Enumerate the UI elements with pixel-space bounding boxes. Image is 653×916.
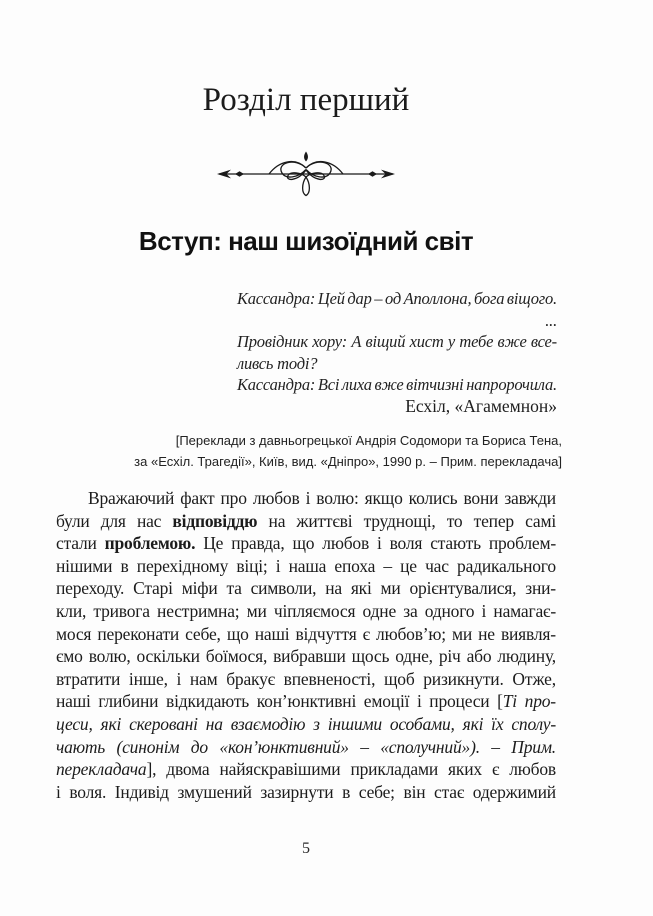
- word: за: [403, 600, 418, 621]
- word: Кассандра:: [237, 375, 316, 394]
- word: перехідному: [136, 555, 229, 576]
- body-line: [56, 555, 556, 578]
- word: любов: [509, 759, 556, 780]
- word: це: [400, 555, 417, 576]
- word: щоб: [384, 668, 415, 689]
- ornament-divider: [215, 148, 397, 200]
- word: символи,: [250, 578, 317, 599]
- word: Провідник: [237, 332, 308, 351]
- word: дар: [347, 289, 372, 308]
- epigraph-quote: [237, 288, 557, 396]
- word: (синонім: [116, 736, 180, 757]
- word: зазирнути: [260, 781, 334, 802]
- word: волю:: [316, 488, 359, 508]
- word: життєві: [296, 510, 353, 531]
- word: цеси,: [56, 713, 93, 734]
- word: на: [268, 510, 286, 531]
- word: впевненості,: [283, 668, 376, 689]
- word: які: [462, 713, 484, 734]
- arrow-flourish-icon: [215, 148, 397, 200]
- word: чіпляємося: [273, 600, 356, 621]
- word: бракує: [226, 668, 275, 689]
- word: наша: [288, 555, 327, 576]
- word: одержимий: [472, 781, 556, 802]
- word: стають: [430, 533, 481, 554]
- word: змушений: [177, 781, 252, 802]
- word: кон’юнктивні: [256, 691, 357, 712]
- word: емоції: [363, 691, 410, 712]
- word: Всі: [317, 375, 340, 394]
- body-line: [56, 623, 556, 646]
- word: вони: [463, 488, 499, 508]
- word: проблем-: [488, 533, 556, 554]
- word: мося: [56, 623, 92, 644]
- epigraph-line: [237, 374, 557, 396]
- word: [Ті: [497, 691, 517, 712]
- word: епоха: [334, 555, 376, 576]
- word: Індивід: [114, 781, 169, 802]
- word: наші: [254, 623, 290, 644]
- word: Прим.: [511, 736, 556, 757]
- word: проблемою.: [104, 533, 196, 554]
- epigraph-attribution: Есхіл, «Агамемнон»: [405, 396, 557, 416]
- body-line: [56, 758, 556, 781]
- word: річ: [438, 646, 461, 667]
- page-number: 5: [302, 840, 310, 857]
- word: прикладами: [350, 759, 439, 780]
- word: од: [384, 289, 401, 308]
- word: яких: [448, 759, 482, 780]
- word: оскільки: [136, 646, 200, 667]
- word: хист: [409, 332, 444, 351]
- paragraph-indent: [56, 487, 82, 510]
- word: ризикнути.: [423, 668, 504, 689]
- word: тебе: [459, 332, 494, 351]
- word: в: [342, 781, 351, 802]
- word: Це: [203, 533, 224, 554]
- word: щось: [351, 646, 390, 667]
- body-line: [56, 487, 556, 510]
- word: з: [313, 713, 320, 734]
- word: до: [190, 736, 208, 757]
- word: і: [176, 668, 182, 689]
- word: Отже,: [512, 668, 556, 689]
- word: Старі: [133, 578, 173, 599]
- word: іншими: [327, 713, 382, 734]
- word: лиха: [341, 375, 372, 394]
- word: глибини: [98, 691, 159, 712]
- word: віці;: [236, 555, 268, 576]
- word: віщий: [365, 332, 406, 351]
- word: виявля-: [500, 623, 556, 644]
- word: час: [425, 555, 449, 576]
- word: на: [325, 578, 342, 599]
- translator-note-line: [Переклади з давньогрецької Андрія Содомори та Бориса Тена,: [175, 433, 562, 448]
- word: зни-: [525, 578, 556, 599]
- word: стає: [434, 781, 465, 802]
- body-line: [56, 781, 556, 804]
- word: що: [226, 623, 249, 644]
- word: переходу.: [56, 578, 125, 599]
- word: одне,: [395, 646, 433, 667]
- word: хору:: [312, 332, 347, 351]
- word: Вражаючий: [88, 488, 175, 508]
- word: і: [56, 781, 61, 802]
- epigraph-line: ...: [545, 310, 557, 330]
- word: самі: [525, 510, 556, 531]
- word: ми: [452, 623, 473, 644]
- word: –: [360, 736, 369, 757]
- word: найяскравішими: [219, 759, 341, 780]
- word: процеси: [429, 691, 490, 712]
- word: напророчила.: [466, 375, 557, 394]
- word: і: [376, 533, 382, 554]
- word: на: [205, 713, 223, 734]
- word: були: [56, 510, 90, 531]
- word: тепер: [473, 510, 514, 531]
- word: які: [350, 578, 372, 599]
- word: воля.: [69, 781, 107, 802]
- word: себе,: [185, 623, 221, 644]
- word: людину,: [497, 646, 556, 667]
- body-line: [56, 736, 556, 759]
- word: взаємодію: [230, 713, 306, 734]
- word: –: [491, 736, 500, 757]
- word: колись: [408, 488, 458, 508]
- body-line: [56, 713, 556, 736]
- word: труднощі,: [363, 510, 436, 531]
- word: або: [466, 646, 492, 667]
- body-line: [56, 510, 556, 533]
- word: є: [362, 623, 370, 644]
- word: орієнтувалися,: [409, 578, 517, 599]
- body-line: [56, 690, 556, 713]
- translator-note: [56, 431, 562, 472]
- word: про-: [524, 691, 556, 712]
- epigraph-line: [237, 331, 557, 353]
- word: нам: [189, 668, 218, 689]
- epigraph-line: [237, 288, 557, 310]
- word: відповіддю: [172, 510, 258, 531]
- word: одного: [424, 600, 475, 621]
- chapter-title: Розділ перший: [202, 82, 410, 118]
- word: «сполучний»).: [380, 736, 480, 757]
- word: намагає-: [493, 600, 556, 621]
- word: він: [403, 781, 426, 802]
- word: ємо: [56, 646, 83, 667]
- word: двома: [166, 759, 210, 780]
- word: в: [120, 555, 129, 576]
- word: волю,: [88, 646, 131, 667]
- word: себе;: [358, 781, 395, 802]
- word: їх: [491, 713, 504, 734]
- word: є: [491, 759, 500, 780]
- word: відкидають: [166, 691, 250, 712]
- word: правда,: [231, 533, 285, 554]
- body-line: [56, 600, 556, 623]
- word: тривога: [93, 600, 150, 621]
- word: любов’ю;: [376, 623, 446, 644]
- body-line: [56, 577, 556, 600]
- word: любов: [252, 488, 300, 508]
- word: бога: [474, 289, 505, 308]
- word: вже: [374, 375, 404, 394]
- word: нішими: [56, 555, 113, 576]
- word: любов: [322, 533, 370, 554]
- body-line: [56, 532, 556, 555]
- body-line: [56, 645, 556, 668]
- word: стали: [56, 533, 97, 554]
- word: Аполлона,: [403, 289, 472, 308]
- body-paragraph: [56, 487, 556, 803]
- word: вибравши: [273, 646, 346, 667]
- body-line: [56, 668, 556, 691]
- word: перекладача],: [56, 759, 157, 780]
- word: воля: [389, 533, 423, 554]
- word: радикального: [457, 555, 556, 576]
- word: боїмося,: [205, 646, 268, 667]
- word: що: [292, 533, 315, 554]
- word: інше,: [128, 668, 168, 689]
- word: завжди: [504, 488, 556, 508]
- word: переконати: [97, 623, 180, 644]
- word: Кассандра:: [237, 289, 316, 308]
- translator-note-line: за «Есхіл. Трагедії», Київ, вид. «Дніпро», 1990 р. – Прим. перекладача]: [134, 453, 562, 469]
- word: наші: [56, 691, 91, 712]
- word: кли,: [56, 600, 87, 621]
- word: факт: [180, 488, 215, 508]
- word: міфи: [181, 578, 218, 599]
- word: –: [383, 555, 392, 576]
- section-title: Вступ: наш шизоїдний світ: [138, 226, 474, 256]
- word: нестримна;: [157, 600, 240, 621]
- word: не: [478, 623, 495, 644]
- word: про: [220, 488, 247, 508]
- word: нас: [136, 510, 162, 531]
- word: одне: [362, 600, 397, 621]
- word: які: [100, 713, 122, 734]
- word: все-: [530, 332, 557, 351]
- word: і: [305, 488, 311, 508]
- word: особами,: [389, 713, 455, 734]
- word: і: [416, 691, 422, 712]
- word: ми: [246, 600, 267, 621]
- word: якщо: [364, 488, 403, 508]
- word: вітчизні: [406, 375, 464, 394]
- word: А: [351, 332, 362, 351]
- word: то: [446, 510, 463, 531]
- word: Цей: [317, 289, 345, 308]
- word: скеровані: [129, 713, 198, 734]
- word: –: [374, 289, 383, 308]
- word: ми: [380, 578, 401, 599]
- word: віщого.: [506, 289, 557, 308]
- word: і: [275, 555, 281, 576]
- word: «кон’юнктивний»: [219, 736, 349, 757]
- word: у: [447, 332, 456, 351]
- word: чають: [56, 736, 106, 757]
- word: вже: [497, 332, 527, 351]
- word: втратити: [56, 668, 121, 689]
- word: відчуття: [295, 623, 357, 644]
- word: сполу-: [511, 713, 556, 734]
- epigraph-line: ливсь тоді?: [237, 353, 318, 373]
- word: та: [226, 578, 242, 599]
- word: і: [481, 600, 487, 621]
- word: для: [100, 510, 126, 531]
